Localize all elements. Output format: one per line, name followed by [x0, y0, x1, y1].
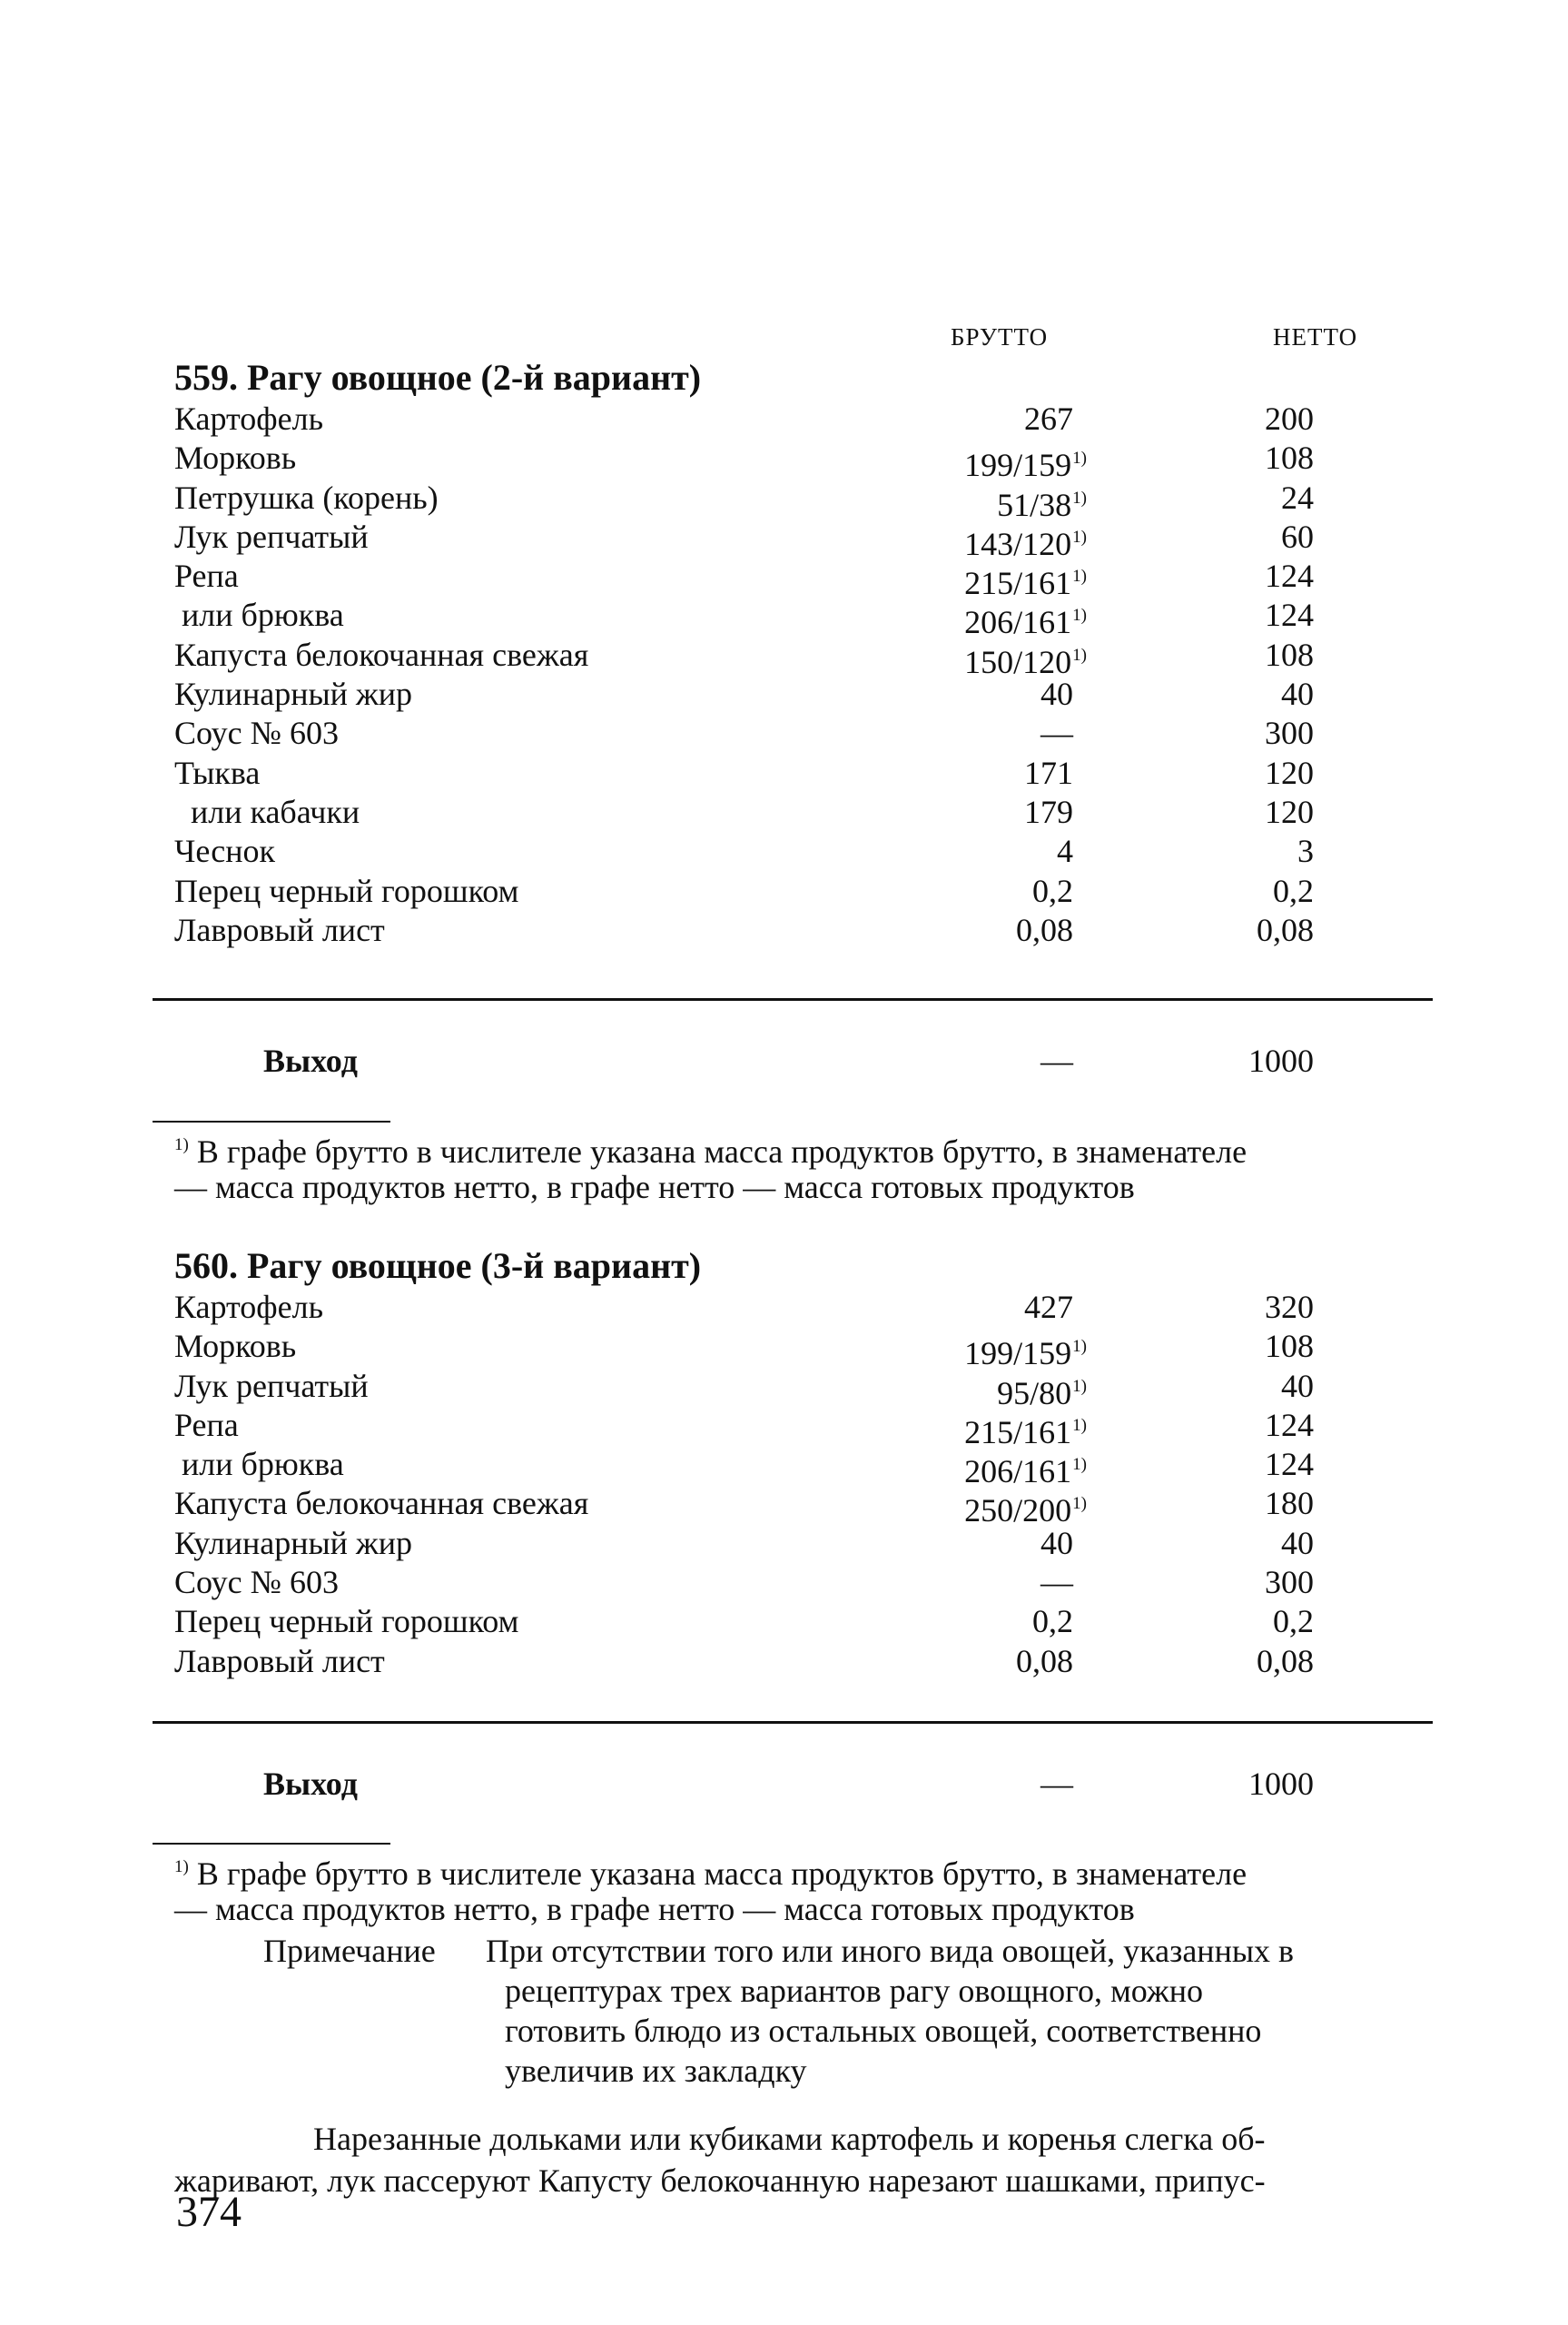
ingredient-net: 40 — [1281, 1524, 1314, 1561]
ingredient-name: Лук репчатый — [174, 518, 369, 555]
footnote-text: В графе брутто в числителе указана масса продуктов брутто, в знаменателе — [196, 1133, 1247, 1170]
ingredient-name: Кулинарный жир — [174, 1524, 413, 1561]
ingredient-name: Картофель — [174, 1289, 323, 1325]
gross-value: 215/161 — [964, 1413, 1072, 1450]
ingredient-net: 124 — [1265, 1406, 1314, 1443]
ingredient-gross — [1040, 675, 1073, 714]
ingredient-gross — [1024, 400, 1073, 439]
ingredient-row — [0, 557, 1568, 602]
ingredient-gross — [1032, 872, 1073, 911]
gross-value: 40 — [1040, 1524, 1073, 1561]
ingredient-net: 40 — [1281, 1367, 1314, 1404]
gross-value: 179 — [1024, 793, 1073, 830]
ingredient-row — [0, 1524, 1568, 1563]
ingredient-name: или брюква — [182, 1446, 344, 1483]
ingredient-name: Петрушка (корень) — [174, 479, 439, 516]
ingredient-net: 120 — [1265, 754, 1314, 791]
ingredient-net: 108 — [1265, 440, 1314, 477]
ingredient-net: 24 — [1281, 479, 1314, 516]
footnote-text: В графе брутто в числителе указана масса продуктов брутто, в знаменателе — [196, 1855, 1247, 1892]
ingredient-name: Кулинарный жир — [174, 676, 413, 713]
ingredient-row — [0, 832, 1568, 871]
ingredient-row — [0, 675, 1568, 714]
gross-value: 199/159 — [964, 1335, 1072, 1372]
yield-gross: — — [1040, 1043, 1073, 1079]
recipe-560-title: 560. Рагу овощное (3-й вариант) — [174, 1245, 702, 1286]
ingredient-gross — [1016, 1642, 1073, 1681]
ingredient-name: Морковь — [174, 1328, 297, 1365]
gross-value: 250/200 — [964, 1492, 1072, 1529]
ingredient-net: 0,2 — [1273, 872, 1314, 909]
ingredient-net: 60 — [1281, 518, 1314, 555]
ingredient-row — [0, 1563, 1568, 1602]
ingredient-row — [0, 872, 1568, 911]
ingredient-name: Капуста белокочанная свежая — [174, 636, 589, 673]
ingredient-row — [0, 518, 1568, 562]
footnote-ref: 1) — [1072, 1415, 1087, 1435]
gross-column-header: БРУТТО — [951, 323, 1049, 351]
gross-value: 171 — [1024, 754, 1073, 791]
footnote-ref: 1) — [1072, 449, 1087, 469]
ingredient-name: Репа — [174, 558, 239, 595]
ingredient-name: Тыква — [174, 754, 261, 791]
ingredient-name: Перец черный горошком — [174, 1603, 519, 1640]
paragraph-line-1: Нарезанные дольками или кубиками картофель и коренья слегка об- — [313, 2121, 1266, 2157]
recipe-560-yield — [0, 1763, 1568, 1805]
footnote-ref: 1) — [1072, 527, 1087, 547]
yield-gross: — — [1040, 1766, 1073, 1802]
ingredient-net: 124 — [1265, 597, 1314, 634]
ingredient-row — [0, 439, 1568, 484]
ingredient-gross — [1040, 1524, 1073, 1563]
ingredient-gross — [1040, 714, 1073, 753]
ingredient-gross — [1057, 832, 1073, 871]
gross-value: 40 — [1040, 676, 1073, 713]
gross-value: 267 — [1024, 401, 1073, 437]
ingredient-name: Лук репчатый — [174, 1367, 369, 1404]
recipe-559-title: 559. Рагу овощное (2-й вариант) — [174, 357, 702, 398]
footnote-ref: 1) — [1072, 488, 1087, 508]
ingredient-row — [0, 1602, 1568, 1641]
ingredient-net: 300 — [1265, 715, 1314, 752]
ingredient-net: 0,2 — [1273, 1603, 1314, 1640]
ingredient-name: Картофель — [174, 401, 323, 437]
note-line-2: рецептурах трех вариантов рагу овощного, можно — [505, 1973, 1204, 2009]
gross-value: 0,2 — [1032, 1603, 1073, 1640]
paragraph-line-2: жаривают, лук пассеруют Капусту белокочанную нарезают шашками, припус- — [174, 2162, 1266, 2199]
gross-value: 215/161 — [964, 565, 1072, 602]
recipe-560-ingredients — [0, 1288, 1568, 1681]
ingredient-net: 124 — [1265, 558, 1314, 595]
ingredient-net: 108 — [1265, 636, 1314, 673]
ingredient-row — [0, 1288, 1568, 1327]
recipe-559-footnote-line2: — масса продуктов нетто, в графе нетто — масса готовых продуктов — [174, 1169, 1135, 1205]
ingredient-name: Лавровый лист — [174, 911, 385, 948]
yield-label: Выход — [263, 1043, 358, 1079]
footnote-ref: 1) — [1072, 645, 1087, 665]
footnote-rule — [153, 1843, 390, 1845]
ingredient-gross — [1024, 1288, 1073, 1327]
ingredient-gross — [1032, 1602, 1073, 1641]
ingredient-name: Чеснок — [174, 833, 276, 870]
ingredient-row — [0, 479, 1568, 523]
note-label: Примечание — [263, 1933, 436, 1969]
ingredient-gross — [1024, 754, 1073, 793]
ingredient-name: Соус № 603 — [174, 715, 339, 752]
footnote-mark: 1) — [174, 1135, 189, 1154]
column-headers — [0, 323, 1568, 360]
ingredient-net: 200 — [1265, 401, 1314, 437]
gross-value: 199/159 — [964, 447, 1072, 484]
ingredient-name: Репа — [174, 1406, 239, 1443]
ingredient-name: Капуста белокочанная свежая — [174, 1485, 589, 1522]
gross-value: 4 — [1057, 833, 1073, 870]
ingredient-row — [0, 596, 1568, 641]
gross-value: — — [1040, 1564, 1073, 1601]
ingredient-net: 320 — [1265, 1289, 1314, 1325]
ingredient-row — [0, 1367, 1568, 1411]
gross-value: 150/120 — [964, 643, 1072, 680]
ingredient-net: 0,08 — [1257, 1642, 1314, 1679]
gross-value: — — [1040, 715, 1073, 752]
recipe-560-footnote-line2: — масса продуктов нетто, в графе нетто — масса готовых продуктов — [174, 1891, 1135, 1927]
gross-value: 0,08 — [1016, 1642, 1073, 1679]
ingredient-gross — [1040, 1563, 1073, 1602]
gross-value: 0,08 — [1016, 911, 1073, 948]
ingredient-net: 120 — [1265, 793, 1314, 830]
ingredient-row — [0, 911, 1568, 950]
ingredient-row — [0, 1445, 1568, 1490]
footnote-ref: 1) — [1072, 1337, 1087, 1357]
yield-net: 1000 — [1248, 1043, 1314, 1079]
ingredient-row — [0, 1406, 1568, 1450]
table-divider — [153, 1721, 1433, 1724]
footnote-ref: 1) — [1072, 1376, 1087, 1396]
ingredient-row — [0, 793, 1568, 832]
table-divider — [153, 998, 1433, 1001]
ingredient-name: Соус № 603 — [174, 1564, 339, 1601]
ingredient-net: 3 — [1297, 833, 1314, 870]
gross-value: 427 — [1024, 1289, 1073, 1325]
gross-value: 0,2 — [1032, 872, 1073, 909]
ingredient-row — [0, 754, 1568, 793]
ingredient-name: Морковь — [174, 440, 297, 477]
gross-value: 95/80 — [997, 1374, 1072, 1411]
page-number: 374 — [176, 2188, 242, 2236]
yield-label: Выход — [263, 1766, 358, 1802]
gross-value: 51/38 — [997, 486, 1072, 523]
ingredient-net: 40 — [1281, 676, 1314, 713]
ingredient-row — [0, 636, 1568, 680]
ingredient-name: или брюква — [182, 597, 344, 634]
net-column-header: НЕТТО — [1273, 323, 1358, 351]
ingredient-net: 180 — [1265, 1485, 1314, 1522]
ingredient-name: Перец черный горошком — [174, 872, 519, 909]
ingredient-gross — [1016, 911, 1073, 950]
yield-net: 1000 — [1248, 1766, 1314, 1802]
ingredient-row — [0, 1642, 1568, 1681]
footnote-ref: 1) — [1072, 1494, 1087, 1514]
note-line-1: При отсутствии того или иного вида овощей, указанных в — [486, 1933, 1295, 1969]
ingredient-row — [0, 714, 1568, 753]
ingredient-net: 108 — [1265, 1328, 1314, 1365]
recipe-559-yield — [0, 1040, 1568, 1082]
gross-value: 143/120 — [964, 525, 1072, 562]
ingredient-net: 0,08 — [1257, 911, 1314, 948]
footnote-ref: 1) — [1072, 1455, 1087, 1475]
ingredient-row — [0, 400, 1568, 439]
note-line-4: увеличив их закладку — [505, 2053, 807, 2089]
ingredient-name: или кабачки — [191, 793, 360, 830]
ingredient-net: 124 — [1265, 1446, 1314, 1483]
footnote-ref: 1) — [1072, 567, 1087, 587]
ingredient-row — [0, 1327, 1568, 1372]
gross-value: 206/161 — [964, 1453, 1072, 1490]
ingredient-gross — [1024, 793, 1073, 832]
ingredient-net: 300 — [1265, 1564, 1314, 1601]
gross-value: 206/161 — [964, 604, 1072, 641]
ingredient-row — [0, 1484, 1568, 1529]
ingredient-name: Лавровый лист — [174, 1642, 385, 1679]
note-line-3: готовить блюдо из остальных овощей, соответственно — [505, 2013, 1262, 2049]
recipe-559-ingredients — [0, 400, 1568, 950]
footnote-rule — [153, 1121, 390, 1123]
footnote-ref: 1) — [1072, 606, 1087, 626]
footnote-mark: 1) — [174, 1857, 189, 1876]
